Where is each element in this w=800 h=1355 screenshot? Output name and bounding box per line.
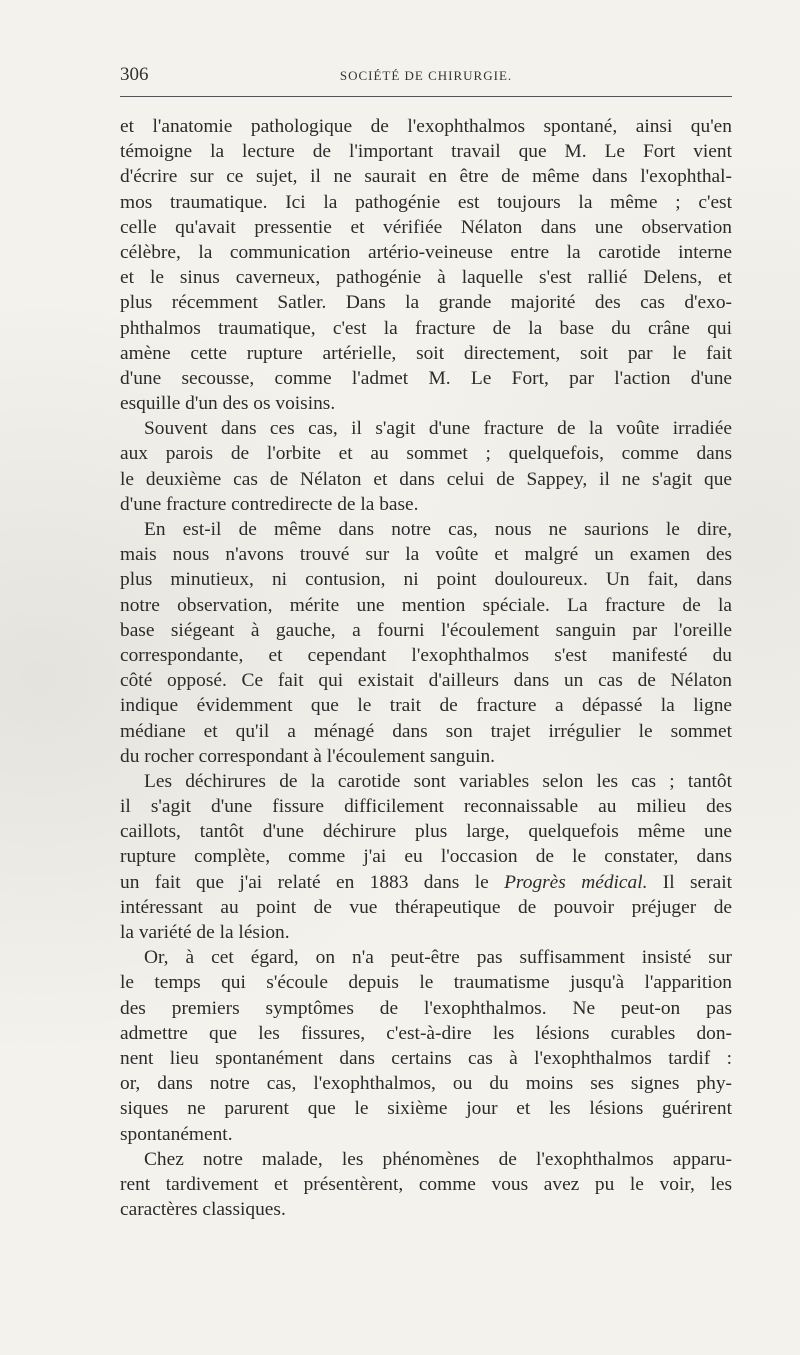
text-line: base siégeant à gauche, a fourni l'écoulement sanguin par l'oreille [120, 619, 732, 641]
text-line: caractères classiques. [120, 1199, 286, 1221]
text-line: or, dans notre cas, l'exophthalmos, ou du moins ses signes phy- [120, 1073, 732, 1095]
paragraph-p3 [120, 517, 732, 769]
text-line: d'écrire sur ce sujet, il ne saurait en être de même dans l'exophthal- [120, 166, 732, 188]
text-line: témoigne la lecture de l'important travail que M. Le Fort vient [120, 141, 732, 163]
text-line: spontanément. [120, 1123, 233, 1145]
text-line: mais nous n'avons trouvé sur la voûte et malgré un examen des [120, 544, 732, 566]
text-line: plus récemment Satler. Dans la grande majorité des cas d'exo- [120, 292, 732, 314]
text-line: admettre que les fissures, c'est-à-dire les lésions curables don- [120, 1022, 732, 1044]
text-line: et l'anatomie pathologique de l'exophthalmos spontané, ainsi qu'en [120, 116, 732, 137]
body-text [120, 114, 732, 1222]
paragraph-p1 [120, 114, 732, 416]
page-number: 306 [120, 64, 149, 85]
text-line: En est-il de même dans notre cas, nous ne saurions le dire, [144, 519, 732, 540]
text-line: indique évidemment que le trait de fracture a dépassé la ligne [120, 695, 732, 717]
text-line: Or, à cet égard, on n'a peut-être pas suffisamment insisté sur [144, 947, 732, 969]
text-line: le temps qui s'écoule depuis le traumatisme jusqu'à l'apparition [120, 972, 732, 994]
text-line: caillots, tantôt d'une déchirure plus large, quelquefois même une [120, 821, 732, 843]
paragraph-p6 [120, 1147, 732, 1223]
text-line: celle qu'avait pressentie et vérifiée Nélaton dans une observation [120, 216, 732, 238]
text-line: amène cette rupture artérielle, soit directement, soit par le fait [120, 342, 732, 364]
paragraph-p4 [120, 769, 732, 945]
text-line: un fait que j'ai relaté en 1883 dans le Progrès médical. Il serait [120, 871, 733, 893]
text-line: célèbre, la communication artério-veineuse entre la carotide interne [120, 241, 732, 263]
page-header [120, 64, 732, 90]
header-rule [120, 96, 732, 97]
italic-title: Progrès médical. [504, 871, 648, 893]
text-line: Souvent dans ces cas, il s'agit d'une fracture de la voûte irradiée [144, 418, 732, 440]
text-line: la variété de la lésion. [120, 922, 290, 943]
text-line: d'une secousse, comme l'admet M. Le Fort, par l'action d'une [120, 367, 732, 389]
text-line: notre observation, mérite une mention spéciale. La fracture de la [120, 594, 732, 616]
running-title: SOCIÉTÉ DE CHIRURGIE. [339, 68, 513, 83]
text-line: correspondante, et cependant l'exophthalmos s'est manifesté du [120, 644, 732, 666]
paragraph-p2 [120, 416, 732, 517]
text-line: et le sinus caverneux, pathogénie à laquelle s'est rallié Delens, et [120, 267, 732, 289]
text-line: côté opposé. Ce fait qui existait d'ailleurs dans un cas de Nélaton [120, 670, 732, 692]
text-line: Les déchirures de la carotide sont variables selon les cas ; tantôt [144, 770, 732, 792]
text-line: plus minutieux, ni contusion, ni point douloureux. Un fait, dans [120, 569, 732, 591]
text-line: médiane et qu'il a ménagé dans son trajet irrégulier le sommet [120, 720, 732, 742]
paragraph-p5 [120, 945, 732, 1147]
text-line: nent lieu spontanément dans certains cas à l'exophthalmos tardif : [120, 1047, 732, 1069]
text-line: des premiers symptômes de l'exophthalmos. Ne peut-on pas [120, 997, 732, 1019]
text-line: rent tardivement et présentèrent, comme vous avez pu le voir, les [120, 1173, 732, 1195]
text-line: siques ne parurent que le sixième jour et les lésions guérirent [120, 1098, 732, 1120]
text-line: Chez notre malade, les phénomènes de l'exophthalmos apparu- [144, 1148, 732, 1170]
text-line: mos traumatique. Ici la pathogénie est toujours la même ; c'est [120, 191, 732, 213]
text-line: rupture complète, comme j'ai eu l'occasion de le constater, dans [120, 846, 732, 868]
text-line: du rocher correspondant à l'écoulement sanguin. [120, 745, 496, 767]
text-line: aux parois de l'orbite et au sommet ; quelquefois, comme dans [120, 443, 732, 465]
text-line: d'une fracture contredirecte de la base. [120, 493, 419, 515]
text-line: le deuxième cas de Nélaton et dans celui de Sappey, il ne s'agit que [120, 468, 732, 490]
text-line: intéressant au point de vue thérapeutique de pouvoir préjuger de [120, 896, 732, 918]
text-line: esquille d'un des os voisins. [120, 393, 336, 415]
text-line: il s'agit d'une fissure difficilement reconnaissable au milieu des [120, 796, 732, 818]
text-line: phthalmos traumatique, c'est la fracture de la base du crâne qui [120, 317, 732, 339]
